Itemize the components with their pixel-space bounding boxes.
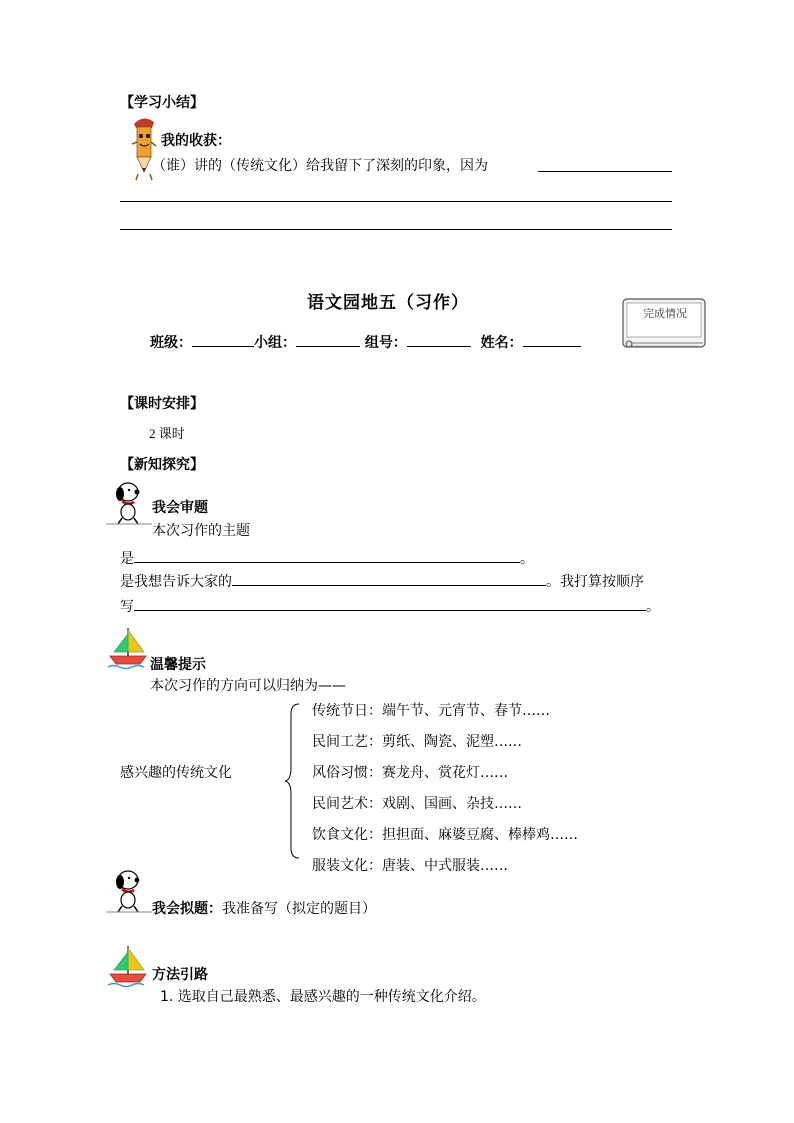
summary-answer-line-3[interactable] [120, 229, 672, 230]
interest-label: 感兴趣的传统文化 [120, 765, 232, 781]
theme-answer-field[interactable] [134, 548, 520, 563]
summary-sentence: （谁）讲的（传统文化）给我留下了深刻的印象，因为 [152, 158, 488, 174]
category-item: 服装文化：唐装、中式服装…… [312, 858, 508, 874]
sailboat-icon [106, 944, 150, 988]
page-title: 语文园地五（习作） [307, 293, 469, 313]
snoopy-dog-icon [106, 868, 152, 914]
write-line: 写 。 [120, 596, 660, 616]
class-label: 班级： [150, 335, 192, 351]
name-label: 姓名： [480, 335, 523, 351]
tips-intro: 本次习作的方向可以归纳为—— [150, 678, 346, 694]
summary-answer-line[interactable] [538, 171, 672, 172]
completion-badge [621, 297, 709, 351]
snoopy-dog-icon [106, 480, 152, 526]
schedule-value: 2 课时 [149, 426, 185, 441]
naming-text: 我准备写（拟定的题目） [222, 901, 376, 917]
theme-line2: 是 。 [120, 548, 534, 568]
summary-answer-line-2[interactable] [120, 201, 672, 202]
summary-heading: 【学习小结】 [120, 95, 204, 111]
curly-brace [283, 702, 301, 860]
category-item: 传统节日：端午节、元宵节、春节…… [312, 703, 550, 719]
naming-title: 我会拟题： [152, 901, 222, 917]
group-field[interactable] [296, 332, 360, 347]
tell-answer-field[interactable] [232, 571, 546, 586]
group-label: 小组： [254, 335, 296, 351]
review-title: 我会审题 [152, 500, 208, 516]
student-info-row [150, 332, 581, 352]
badge-label: 完成情况 [643, 307, 687, 320]
naming-line [152, 900, 376, 918]
category-item: 民间艺术：戏剧、国画、杂技…… [312, 796, 522, 812]
tell-line: 是我想告诉大家的 。我打算按顺序 [120, 571, 644, 591]
theme-line1: 本次习作的主题 [152, 523, 250, 539]
sailboat-icon [106, 626, 150, 670]
method-title: 方法引路 [152, 967, 208, 983]
category-item: 风俗习惯：赛龙舟、赏花灯…… [312, 765, 508, 781]
class-field[interactable] [192, 332, 254, 347]
method-item-1: 1. 选取自己最熟悉、最感兴趣的一种传统文化介绍。 [160, 989, 486, 1005]
explore-heading: 【新知探究】 [120, 457, 204, 473]
schedule-heading: 【课时安排】 [120, 396, 204, 412]
gain-label: 我的收获： [161, 133, 231, 149]
name-field[interactable] [523, 332, 581, 347]
category-item: 民间工艺：剪纸、陶瓷、泥塑…… [312, 734, 522, 750]
group-no-label: 组号： [364, 335, 407, 351]
tips-title: 温馨提示 [150, 657, 206, 673]
write-answer-field[interactable] [134, 596, 646, 611]
group-no-field[interactable] [407, 332, 471, 347]
category-item: 饮食文化：担担面、麻婆豆腐、棒棒鸡…… [312, 827, 578, 843]
